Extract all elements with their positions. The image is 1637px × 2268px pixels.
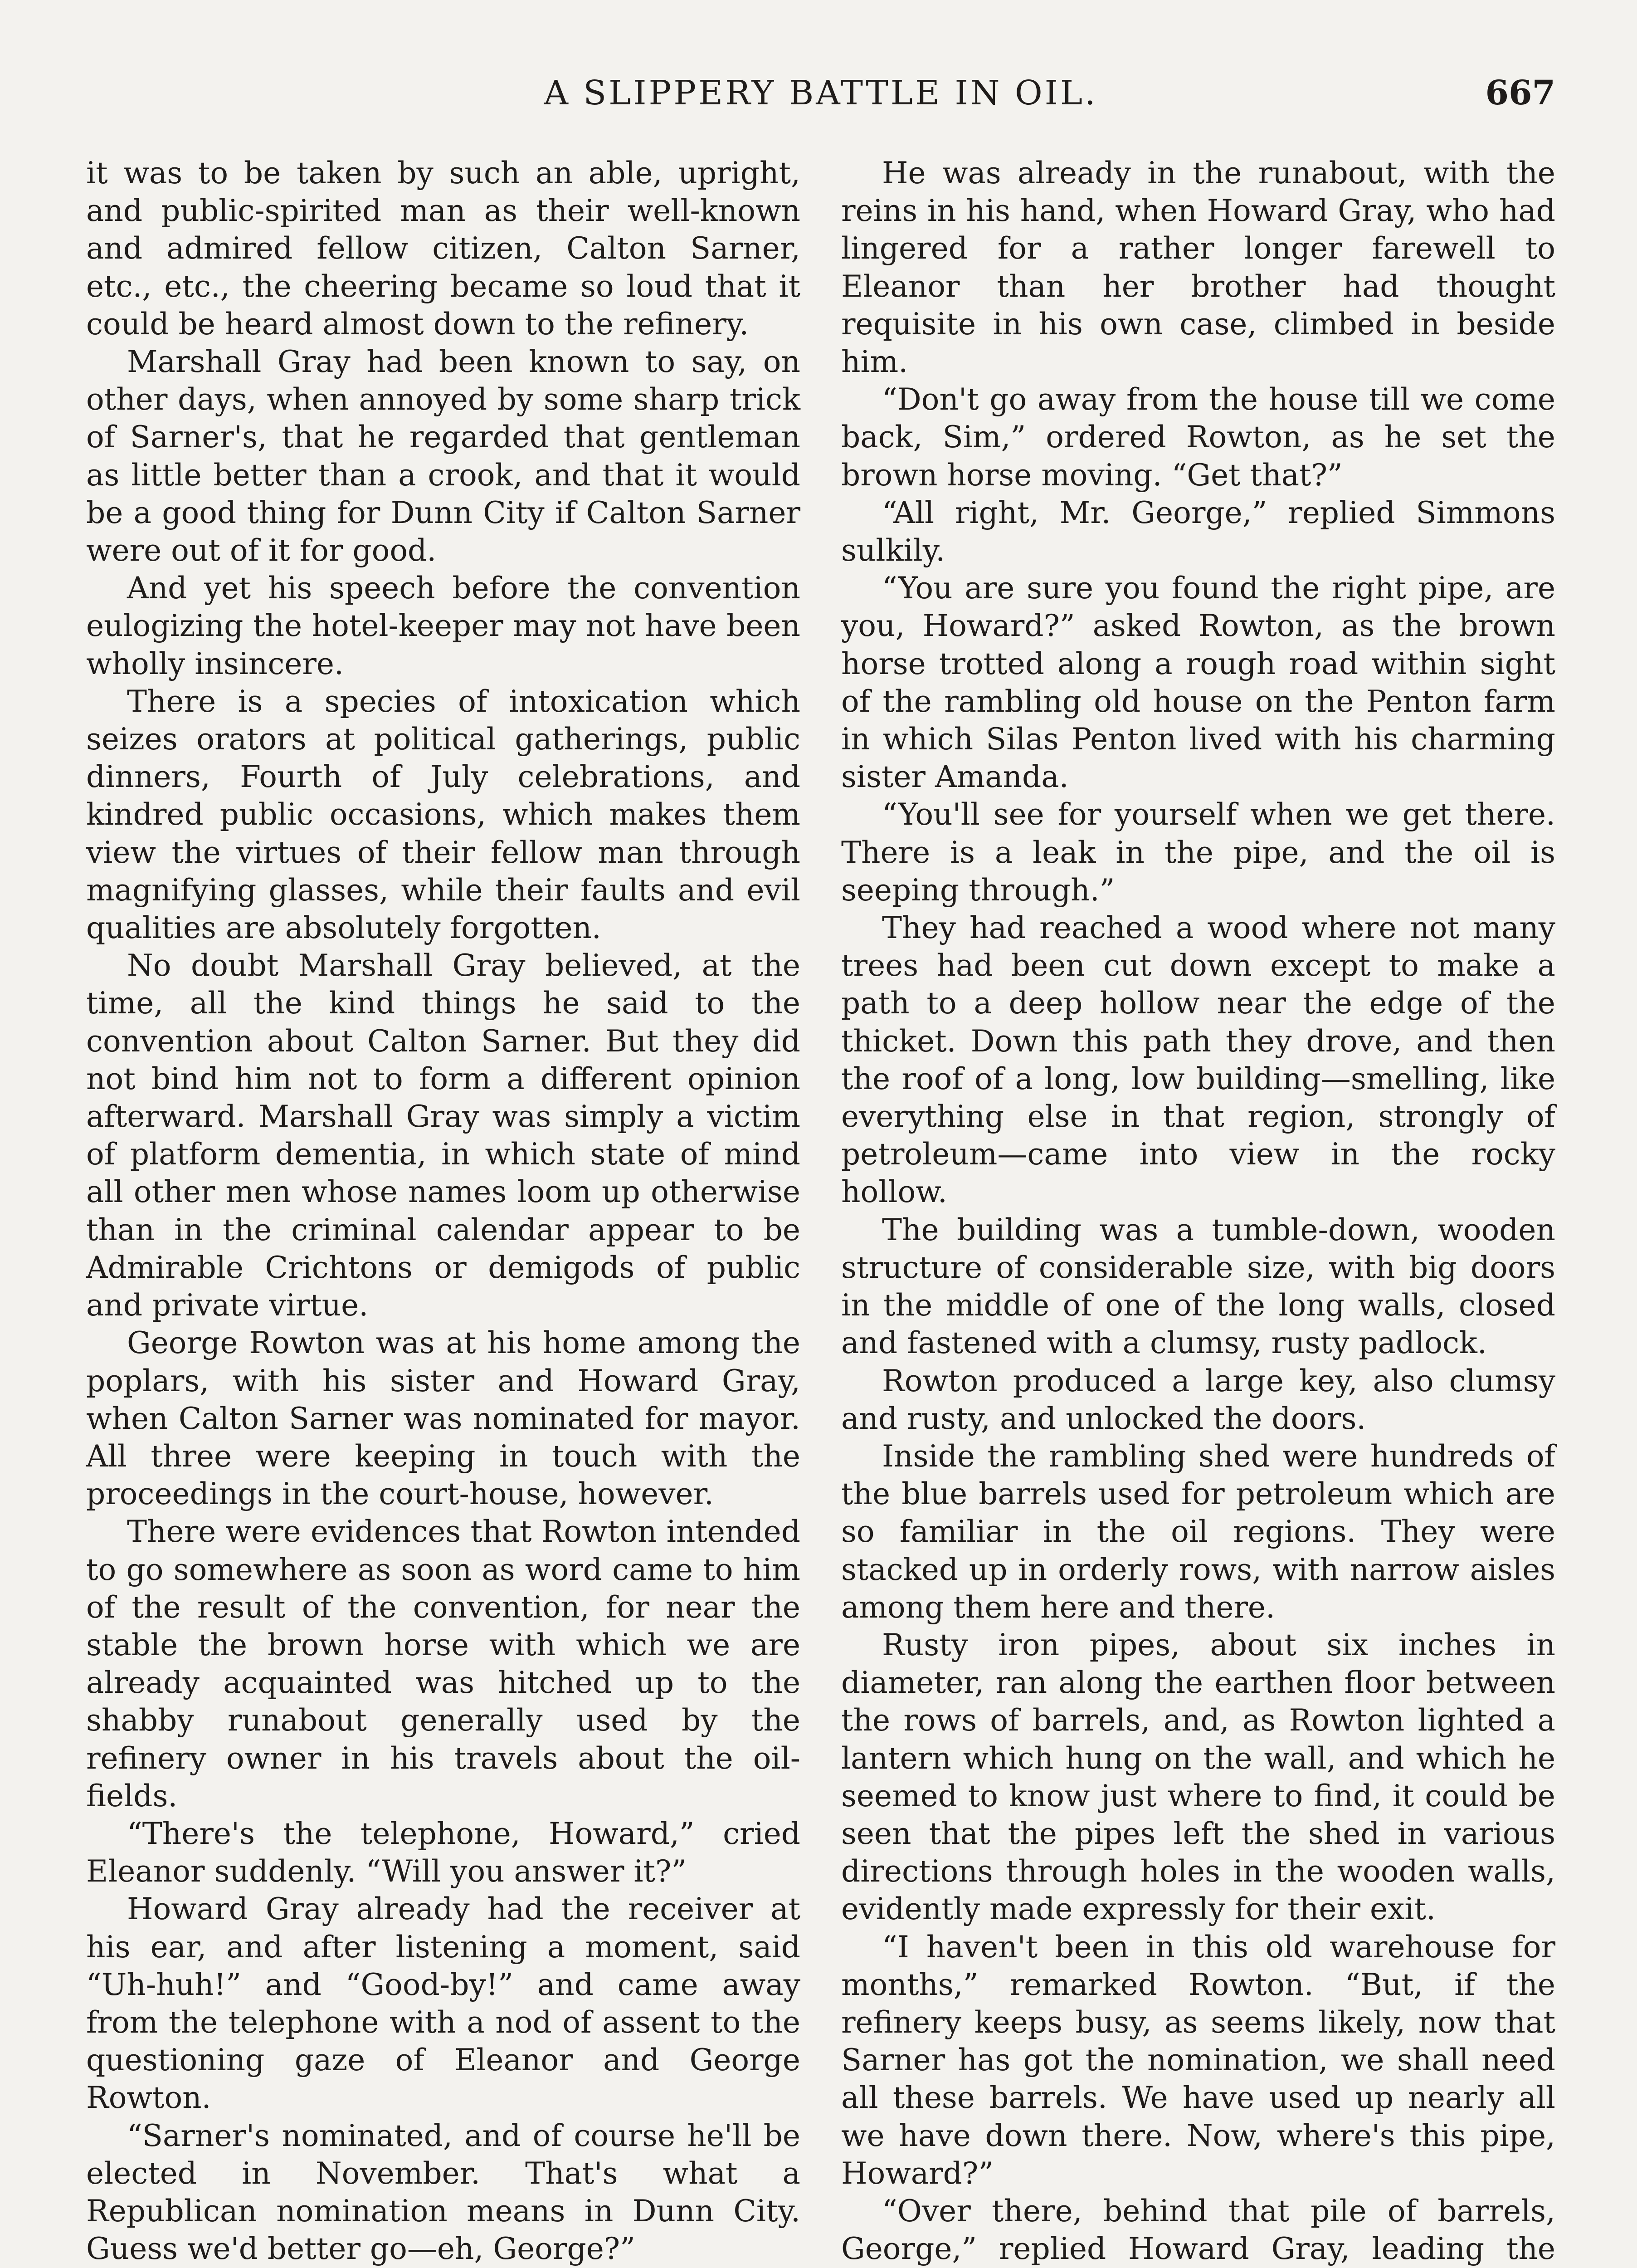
- paragraph: “Sarner's nominated, and of course he'll be elected in November. That's what a Republican nomination means in Dunn City. Guess we'd better go—eh, George?”: [86, 2118, 800, 2267]
- page-header: [86, 68, 1555, 122]
- page-number: 667: [1485, 73, 1555, 112]
- left-column: [86, 154, 800, 2268]
- paragraph: They had reached a wood where not many trees had been cut down except to make a path to a deep hollow near the edge of the thicket. Down this path they drove, and then the roof of a long, low building—smelling, like everything else in that region, strongly of petroleum—came into view in the rocky hollow.: [841, 910, 1555, 1210]
- paragraph: Rusty iron pipes, about six inches in diameter, ran along the earthen floor between the rows of barrels, and, as Rowton lighted a lantern which hung on the wall, and which he seemed to know just where to find, it could be seen that the pipes left the shed in various directions through holes in the wooden walls, evidently made expressly for their exit.: [841, 1627, 1555, 1927]
- paragraph: it was to be taken by such an able, upright, and public-spirited man as their well-known and admired fellow citizen, Calton Sarner, etc., etc., the cheering became so loud that it could be heard almost down to the refinery.: [86, 156, 800, 342]
- paragraph: George Rowton was at his home among the poplars, with his sister and Howard Gray, when Calton Sarner was nominated for mayor. All three were keeping in touch with the proceedings in the court-house, however.: [86, 1325, 800, 1512]
- paragraph: No doubt Marshall Gray believed, at the time, all the kind things he said to the convention about Calton Sarner. But they did not bind him not to form a different opinion afterward. Marshall Gray was simply a victim of platform dementia, in which state of mind all other men whose names loom up otherwise than in the criminal calendar appear to be Admirable Crichtons or demigods of public and private virtue.: [86, 948, 800, 1323]
- right-column: [841, 154, 1555, 2268]
- paragraph: Rowton produced a large key, also clumsy and rusty, and unlocked the doors.: [841, 1363, 1555, 1436]
- paragraph: And yet his speech before the convention eulogizing the hotel-keeper may not have been wholly insincere.: [86, 571, 800, 681]
- paragraph: “Over there, behind that pile of barrels, George,” replied Howard Gray, leading the: [841, 2193, 1555, 2267]
- paragraph: “You are sure you found the right pipe, are you, Howard?” asked Rowton, as the brown horse trotted along a rough road within sight of the rambling old house on the Penton farm in which Silas Penton lived with his charming sister Amanda.: [841, 571, 1555, 795]
- running-title: A SLIPPERY BATTLE IN OIL.: [544, 73, 1098, 112]
- paragraph: There were evidences that Rowton intended to go somewhere as soon as word came to him of the result of the convention, for near the stable the brown horse with which we are already acquainted was hitched up to the shabby runabout generally used by the refinery owner in his travels about the oil-fields.: [86, 1514, 800, 1813]
- paragraph: Marshall Gray had been known to say, on other days, when annoyed by some sharp trick of Sarner's, that he regarded that gentleman as little better than a crook, and that it would be a good thing for Dunn City if Calton Sarner were out of it for good.: [86, 344, 800, 568]
- paragraph: Howard Gray already had the receiver at his ear, and after listening a moment, said “Uh-huh!” and “Good-by!” and came away from the telephone with a nod of assent to the questioning gaze of Eleanor and George Rowton.: [86, 1892, 800, 2116]
- paragraph: He was already in the runabout, with the reins in his hand, when Howard Gray, who had lingered for a rather longer farewell to Eleanor than her brother had thought requisite in his own case, climbed in beside him.: [841, 156, 1555, 380]
- paragraph: The building was a tumble-down, wooden structure of considerable size, with big doors in the middle of one of the long walls, closed and fastened with a clumsy, rusty padlock.: [841, 1212, 1555, 1361]
- paragraph: There is a species of intoxication which seizes orators at political gatherings, public dinners, Fourth of July celebrations, and kindred public occasions, which makes them view the virtues of their fellow man through magnifying glasses, while their faults and evil qualities are absolutely forgotten.: [86, 684, 800, 946]
- paragraph: “Don't go away from the house till we come back, Sim,” ordered Rowton, as he set the brown horse moving. “Get that?”: [841, 382, 1555, 493]
- paragraph: Inside the rambling shed were hundreds of the blue barrels used for petroleum which are so familiar in the oil regions. They were stacked up in orderly rows, with narrow aisles among them here and there.: [841, 1438, 1555, 1625]
- paragraph: “There's the telephone, Howard,” cried Eleanor suddenly. “Will you answer it?”: [86, 1816, 800, 1889]
- paragraph: “All right, Mr. George,” replied Simmons sulkily.: [841, 495, 1555, 568]
- paragraph: “You'll see for yourself when we get there. There is a leak in the pipe, and the oil is seeping through.”: [841, 797, 1555, 908]
- paragraph: “I haven't been in this old warehouse for months,” remarked Rowton. “But, if the refinery keeps busy, as seems likely, now that Sarner has got the nomination, we shall need all these barrels. We have used up nearly all we have down there. Now, where's this pipe, Howard?”: [841, 1929, 1555, 2191]
